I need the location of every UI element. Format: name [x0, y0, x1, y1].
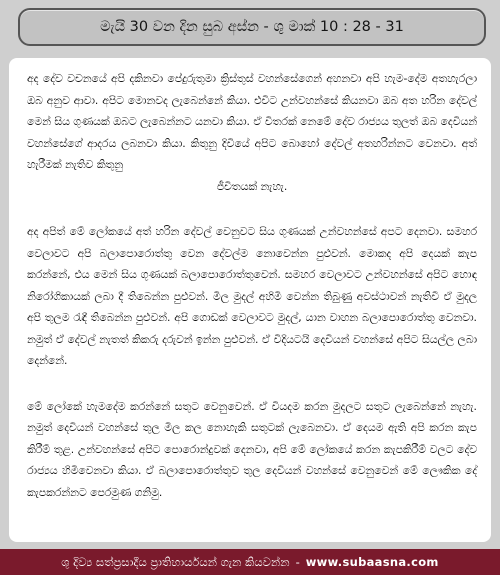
- page-title: [18, 8, 486, 46]
- footer-website-link[interactable]: www.subaasna.com: [305, 555, 439, 569]
- footer-separator: -: [295, 555, 300, 569]
- paragraph-1-text: අද දේව වචනයේ අපි දකිනවා පේදුරුතුමා ක්‍රිස්තුස් වහන්සේගෙන් අහනවා අපි හැම-දේම අතහැරලා ඔබ අනුව ආවා. අපිට මොනවද ලැබෙන්නේ කියා. එවිට උන්වහන්සේ කියනවා ඔබ අත හරින දේවල් මෙන් සිය ගුණයක් ඔබට ලැබෙන්නට යනවා කියා. ඒ විතරක් නෙමේ දේව රාජ්‍යය තුලත් ඔබ දෙවියන් වහන්සේගේ ආදරය ලබනවා කියා. කිතුනු දිවියේ අපිට බොහෝ දේවල් අතහරින්නට වෙනවා. අත් හැරීමක් නැතිව කිතුනු: [27, 72, 477, 171]
- footer-tagline: ශු දිව්‍ය සත්ප්‍රසාදීය ප්‍රාතිහාර්යයන් ගැන කියවන්න: [61, 554, 290, 569]
- paragraph-1: [27, 68, 477, 197]
- page-title-text: මැයි 30 වන දින සුබ අස්න - ශු මාක් 10 : 28 - 31: [100, 19, 404, 35]
- paragraph-1-end: ජීවිතයක් නැහැ.: [216, 179, 288, 193]
- footer-banner: [0, 549, 500, 575]
- paragraph-3: මේ ලෝකේ හැමදේම කරන්නේ සතුට වෙනුවෙන්. ඒ වියදම කරන මුදලට සතුට ලැබෙන්නේ නැහැ. නමුත් දෙවියන් වහන්සේ තුල මිල කල නොහැකි සතුටක් ලැබෙනවා. ඒ දෙයම ඇති අපි කරන කැප කිරීම් තුළ. උන්වහන්සේ අපිට පොරොන්දුවක් දෙනවා, අපි මේ ලෝකයේ කරන කැපකිරීම් වලට දේව රාජ්‍යය හිමිවෙනවා කියා. ඒ බලාපොරොත්තුව තුල දෙවියන් වහන්සේ වෙනුවෙන් මේ ලෞකික දේ කැපකරන්නට පෙරමුණ ගනිමු.: [27, 399, 477, 499]
- paragraph-2: අද අපිත් මේ ලෝකයේ අත් හරින දේවල් වෙනුවට සිය ගුණයක් උන්වහන්සේ අපට දෙනවා. සමහර වෙලාවට අපි බලාපොරොත්තු වෙන දේවල්ම නොවෙන්න පුළුවන්. මොකද අපි දෙයක් කැප කරන්නේ, එය මෙන් සිය ගුණයක් බලාපොරොත්තුවෙන්. සමහර වෙලාවට උන්වහන්සේ අපිට හොඳ නිරෝගිකායක් ලබා දී තිබෙන්න පුළුවන්. මිල මුදල් අහිමි වෙන්න තිබුණු අවස්ථාවන් නැතිවී ඒ මුදල අපි තුලම රැඳී තිබෙන්න පුළුවන්. අපි ගොඩක් වෙලාවට මුදල්, යාන වාහන බලාපොරොත්තු වෙනවා. නමුත් ඒ දේවල් නැතත් කිකරු දරුවන් ඉන්න පුළුවන්. ඒ විදියටයි දෙවියන් වහන්සේ අපිට සියල්ල ලබා දෙන්නේ.: [27, 225, 477, 367]
- reading-panel: [9, 58, 491, 542]
